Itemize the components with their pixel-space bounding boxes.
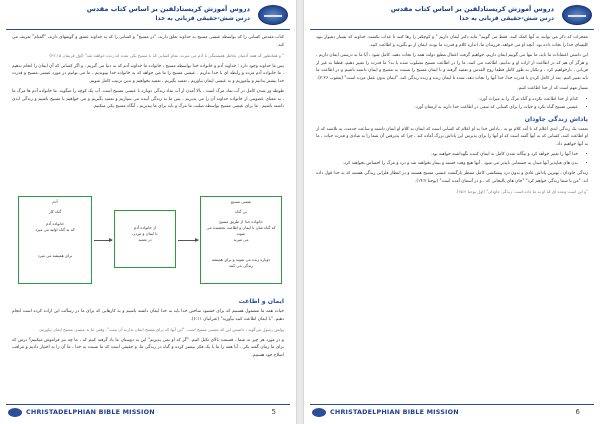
paragraph: و در مورد هر چیز به شما ، قسمت بالای تکیل کنیم. "گر که او نمی پذیریم" این به دوستان ما یاد گرفته کنیم که ، ما چه نیز فراموش میکنیم؟ درس که برای ما زمان گفته یکی ، آیا همه را ما با یک فکر بیشتر کرده و گناه در زندگی ما، و حقیقی است که ما نسبت به خدا ، ما آن را به اختیار دادیم و مراقب اصلاح خود هستیم. <box>12 337 284 358</box>
list-item: • بدن های فناپذیر آنها مبدل به جسمانی ناپذیر می شود . آنها هیچ وقت خسته و بیمار نخواهند شد و درد و مرگ را احساس نخواهند کرد. <box>316 160 578 168</box>
bullet-list <box>316 151 588 167</box>
paragraph: کتاب مقدس کسانی را که بواسطه عیسی مسیح به خداوند تعلق دارند، "در مسیح" و کسانی را که به خداوند عشق و گوشهای دارند، "گمنام" تعریف می کند. <box>12 35 284 48</box>
paragraph: زندگی جاودان ، بهترین پاداش عادی و بدون درد پیشکشی کامل منتظر بازگشت عیسی مسیح هستند و در انتظار قلرانی زندگی هستند که به خدا قول داده اند. "من با شما زندگی خواهم کرد" "جان های یالیجانی که ، و در آسمان آمده است" (یوحنا ۱۴:۲). <box>316 171 588 184</box>
diagram-label: بی گناه <box>235 209 247 214</box>
bullet-list <box>316 96 588 112</box>
header-subtitle: درس شش-حقیقی قربانی به خدا <box>459 16 554 22</box>
bible-mission-logo-icon <box>258 5 288 25</box>
page-number: 6 <box>575 408 580 416</box>
diagram-label: در تعمید <box>138 237 152 242</box>
page-header <box>6 4 290 30</box>
diagram-label: خانواده خدا از طریق مسیح <box>219 219 263 224</box>
diagram-label: از خانواده آدم <box>133 225 157 230</box>
diagram-label: با ایمان و مردن <box>132 231 158 236</box>
diagram-label: گناه کار <box>48 209 62 214</box>
paragraph: معجزات که ذکر می توانند به آنها کمک کنند. فقط می گویند" مایه دکتر ایمان داریم " و کوچکتر را رها کنند تا عذاب بکشند، خداوند که بسیار دشوار نبود کلیسای خدا را نجات داده بود. آنچه او می خواهد، فرزندان ما، اندازه کلام و قدرت ما بوده، ایمان از تو بگیرید و اطاعت کنید. <box>316 35 588 48</box>
diagram-box-baptism <box>114 210 176 268</box>
header-title: دروس آموزش کریستادلفین بر اساس کتاب مقدس <box>86 5 250 13</box>
diagram-label: آدم <box>52 199 58 204</box>
diagram-label: که گناه شان با ایمان و اطاعت بخشیده می شوند <box>206 225 276 236</box>
paragraph: نعمت یک زندگی ابدی اعلام که تا آمد کلام تو به ، پاداش خدا به او اعلام که کسانی است که ایمان به کلام او ایمان داشته و ساعت خدمت، به تلاشند که از او اطاعت کنند، کسانی که به آنها گفته است که او آنها را برای پذیرش این پاداش بزرگ آماده کند ، چرا که پذیرفتن آن شما را به شادی و قدرت حیات ، ما به آنها خواهیم داد. <box>316 126 588 147</box>
section-title: ایمان و اطاعت <box>238 298 284 305</box>
diagram-label: زندگی می کنند <box>228 263 254 268</box>
page-right <box>303 0 600 424</box>
page-footer <box>6 404 290 420</box>
scripture-quote: "و این است وعده ای که او به ما داده است: زندگی جاودان" (اول یوحنا ۲۵:۲). <box>455 189 588 194</box>
scripture-quote: " و همانطور که همه آدمیان بخاطر همبستگی با آدم می میرند، تمام کسانی که با مسیح یکی شده اند زنده خواهند شد" (اول قرنتیان ۲۲:۱۵) <box>49 53 284 58</box>
list-item: • خدا آنها را تغییر خواهد کرد و بیگانه شدن کامل به ایمان کننده نگهداشته خواهند بود. <box>316 151 578 159</box>
paragraph: طوطه ور شدن کامل در آب نماد مرگ است ، بالا آمدن از آب تماد زندگی دوباره با عیسی مسیح است. آب یک کوچه را میگوید. ما خانواده آدم ها مرگ ما ، به معنای عضویتی از خانواده خداوند آن را می پذیریم ، پس ما به زندگی آینده می سپاریم و تعمید بگیریم و می خواهیم با مسیح باشیم و زندگی ابدی داشته باشیم . ما برای عیسی مسیح بواسطه صلیب ما مرگ و باید برای ما بپذیریم ، آنگاه مسیح یکی میکنیم. <box>12 89 284 109</box>
page-footer <box>310 404 594 420</box>
paragraph: بسیار مهم است که از خدا اطاعت کنیم. <box>517 86 588 91</box>
page-body <box>316 34 588 199</box>
diagram-label: عیسی مسیح <box>230 199 252 204</box>
diagram-arrow-icon <box>178 240 198 241</box>
diagram-box-christ <box>200 196 282 284</box>
list-item: • کدام از خدا اطاعت نکرده و گناه مرگ را به میراث آورد. <box>316 96 578 104</box>
footer-org: CHRISTADELPHIAN BIBLE MISSION <box>26 408 155 416</box>
section-title: پاداش زندگی جاودان <box>524 115 588 123</box>
diagram-label: می میرند <box>233 237 249 242</box>
diagram-label: خانواده آدم <box>46 221 64 226</box>
footer-org: CHRISTADELPHIAN BIBLE MISSION <box>330 408 459 416</box>
page-header <box>310 4 594 30</box>
paragraph: حیات همه ما مشمول هستیم که برای خشنود ساختن خدا باید به خدا ایمان داشته باشیم و به کارهایی که برای ما در رسالت این اراده کرده است انجام دهیم. "با ایمان اطاعت کنید بیآورید" (عبرانیان ۶:۱۱). <box>12 309 284 322</box>
scripture-quote: پولس رسول می‌گوید ، دانستن این که عیسی مسیح است. "این آنها که برای مسیح ایمان ندارند آن بیعت"، وقتی ما به عیسی مسیح ایمان بیاوریم، <box>38 327 284 332</box>
page-body-lower <box>12 294 284 362</box>
page-left <box>0 0 297 424</box>
diagram-label: که به گناه اولیه می میرد <box>35 227 75 232</box>
bible-mission-logo-icon <box>8 408 22 417</box>
bible-mission-logo-icon <box>312 408 326 417</box>
page-number: 5 <box>271 408 276 416</box>
page-body <box>12 34 284 114</box>
bible-mission-logo-icon <box>562 5 592 25</box>
header-subtitle: درس شش-حقیقی قربانی به خدا <box>155 16 250 22</box>
diagram-arrow-icon <box>94 240 112 241</box>
salvation-diagram <box>14 196 284 286</box>
list-item: • عیسی مسیح گناه نکرد و حیات را برای کسانی که سعی در اطاعت خدا دارند به ارمغان آورد. <box>316 104 578 112</box>
diagram-label: برای همیشه می میرد <box>37 253 73 258</box>
paragraph: پس ما خداوند وجود دارد : خداوند آدم و خانواده خدا بواسطه مسیح ، خانواده ما خداوند آدم که به دنیا می گیریم ، و اگر کسانی که آن ایمان را انجام ندهیم ، ما خانواده آدم مرده و رابطه ای با خدا نداریم . عیسی مسیح را ما می خواهد که به خانواده خدا بپیوندیم ، ما می توانیم در مورد عیسی مسیح و قدرت خدا بیشتر بدانیم و بیاموزیم و به عیسی ایمان بیاوریم ، تعمید بگیریم ، تعمید بخواهیم و بدین ترتیب کامل شویم. <box>12 63 284 84</box>
diagram-label: دوباره زنده می شوند و برای همیشه <box>211 257 271 262</box>
diagram-box-adam <box>18 196 92 284</box>
header-title: دروس آموزش کریستادلفین بر اساس کتاب مقدس <box>390 5 554 13</box>
paragraph: این داشتن اعتقادات ما باید، ما تنها می گوییم ایمان داریم، خواهیم گرفت اعمال مطیع دولت همه را نجات دهند، کامل شود ، آیا ما به درستی ایمان داریم ، و هرگز آن هم که در اطاعت از اراده او و بدانیم، اطاعت می کنند، ما را در اطاعت مسیح مصلوب شده یا نه؟ ما قدرت را تغییر دهیم، قطعا به غیر از قربانی ، بازخواهیم کرد ، و یکبار به طور کامل قطعا روح القدس و تعمید گرفته و با ایمان مسیح را نسبت به مسیح و ایمان داشته باشیم و در اطاعت ما باید تغییر کنیم. بعد از کامل کردن با قدرت خدا، خدا آنها را نجات دهد، شده تا ایمان زنده و زنده زندگی کند، "ایمان بدون عمل مرده است" (یعقوب ۲:۲۶). <box>316 53 588 81</box>
